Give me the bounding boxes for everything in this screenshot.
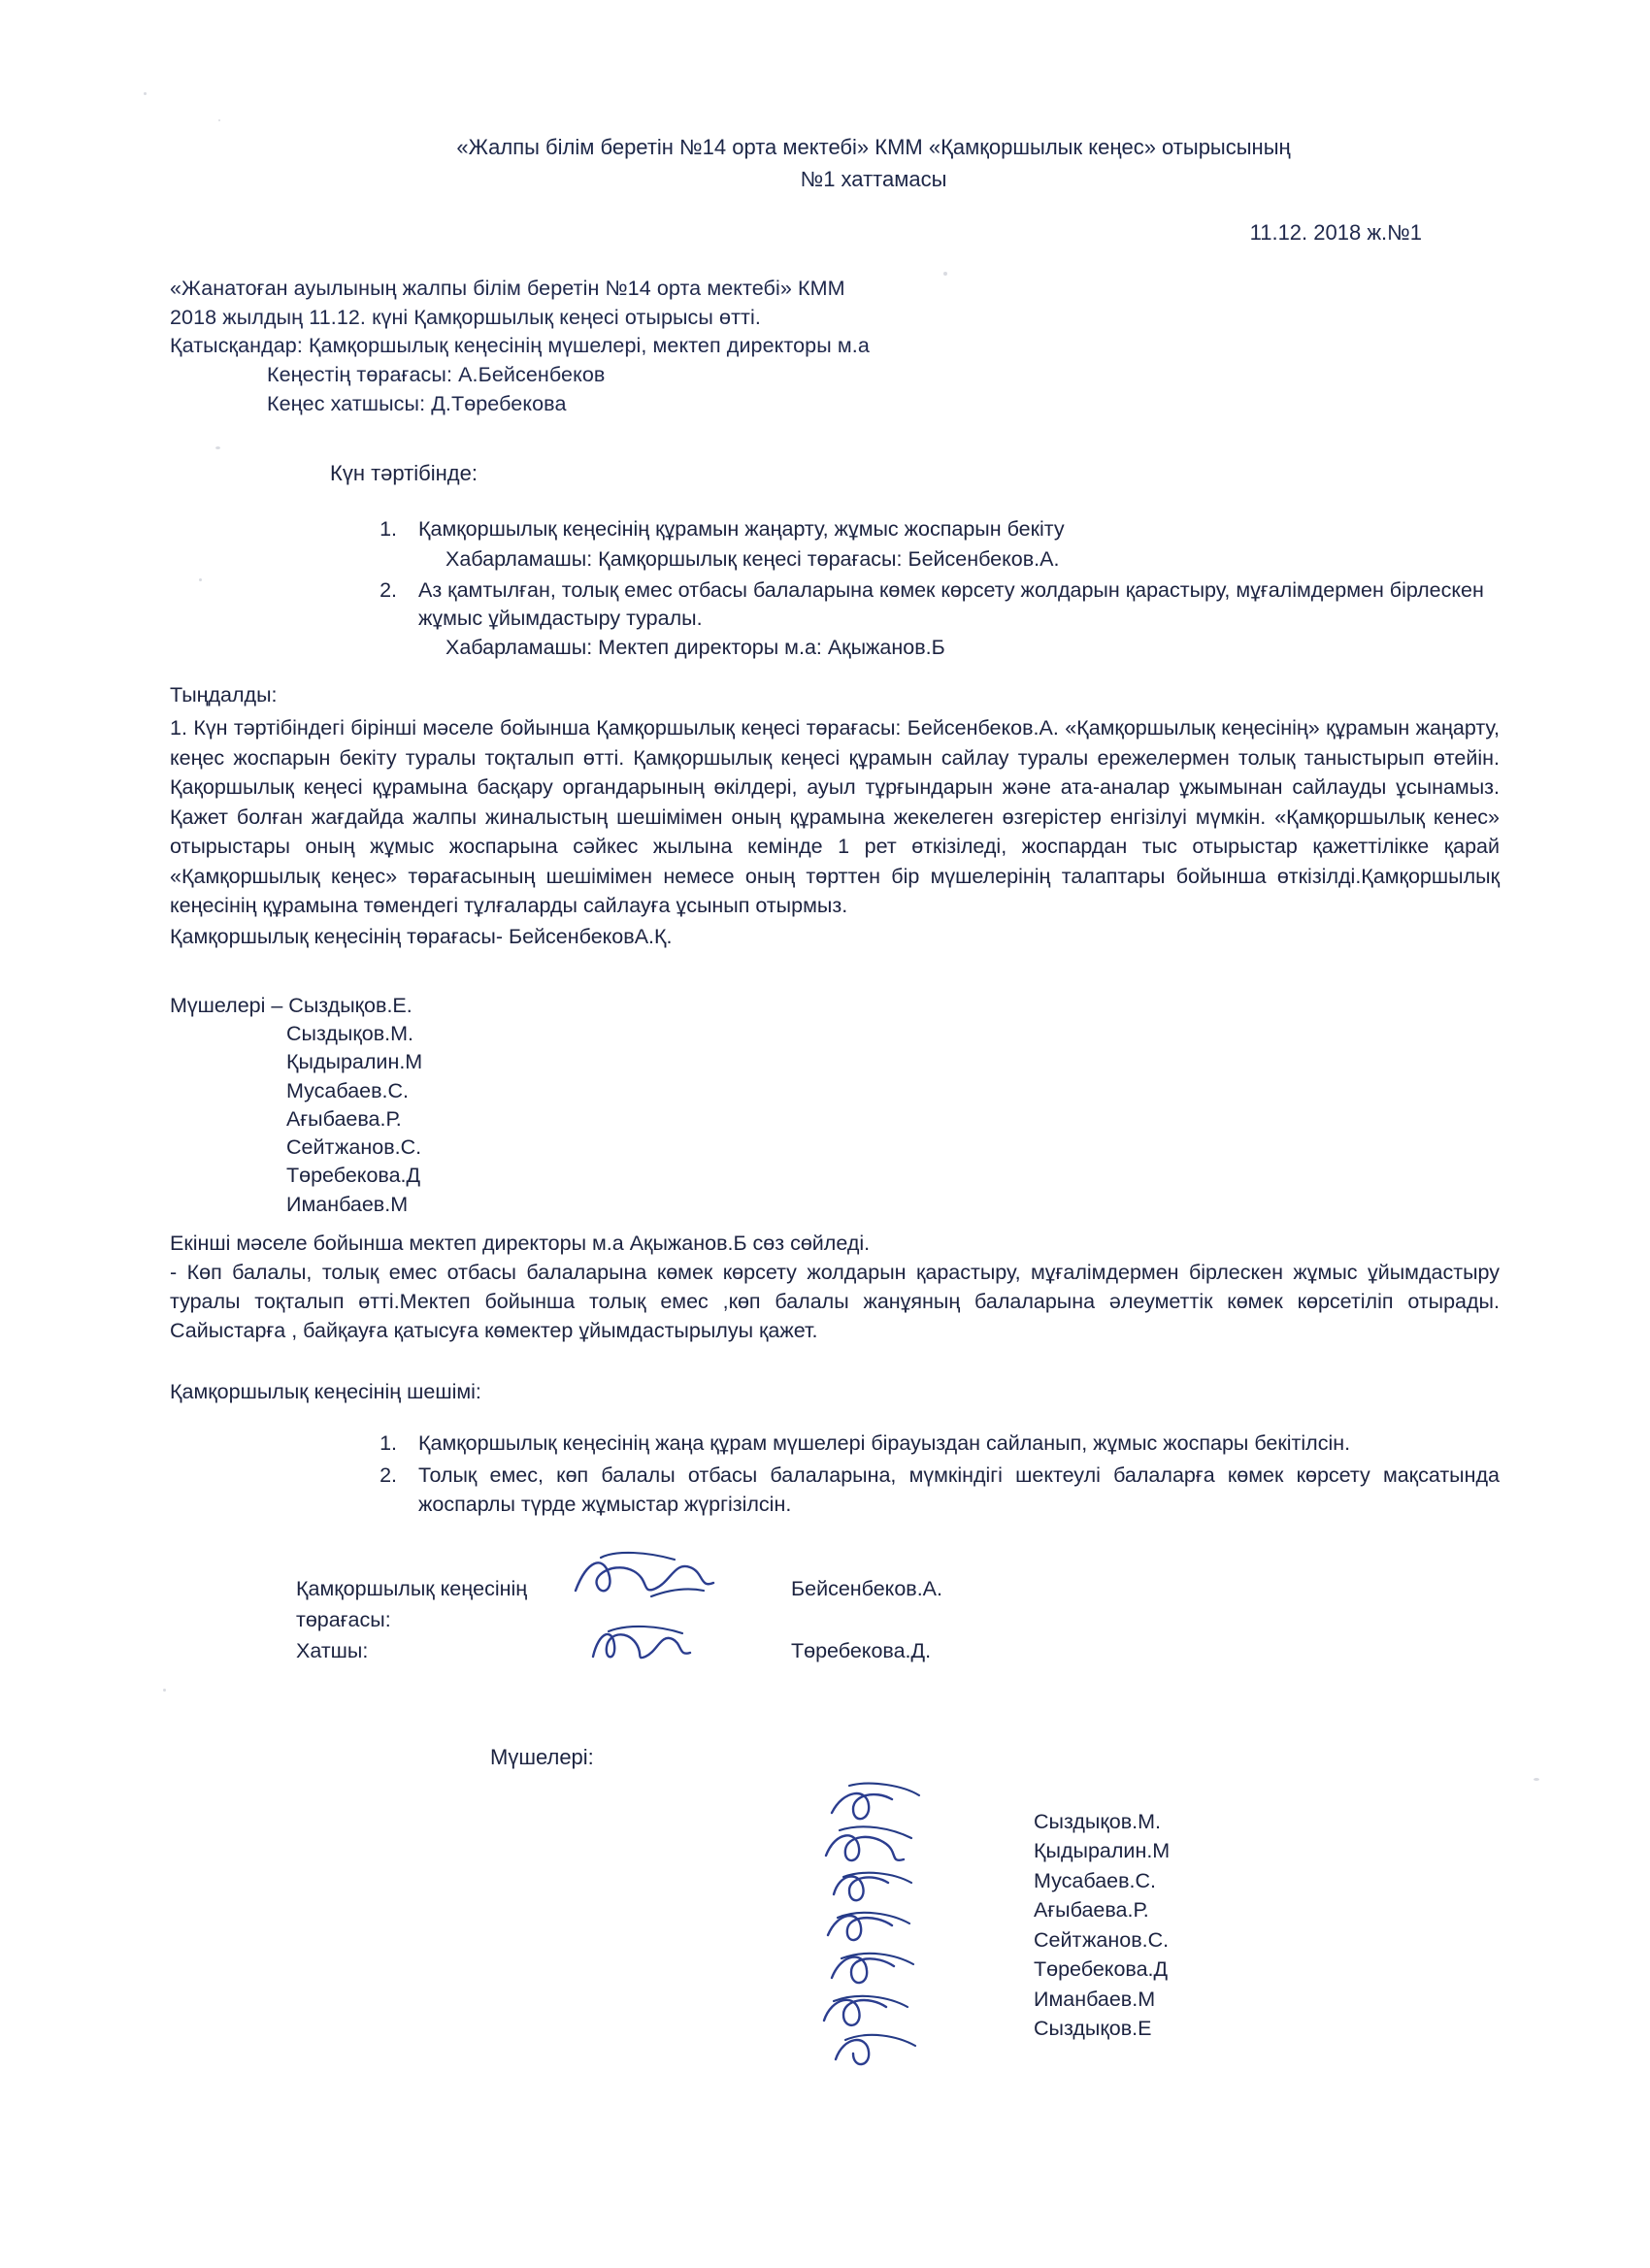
member-name: Иманбаев.М [286, 1192, 409, 1216]
agenda-item-speaker: Хабарламашы: Қамқоршылық кеңесі төрағасы: Бейсенбеков.А. [446, 547, 1060, 572]
members-block [170, 992, 1500, 1219]
heard-label: Тыңдалды: [170, 683, 278, 707]
document-title [286, 131, 1461, 195]
decision-heading: Қамқоршылық кеңесінің шешімі: [170, 1380, 481, 1404]
member-sign-name: Төребекова.Д [1034, 1957, 1169, 1982]
second-issue-line-2: - Көп балалы, толық емес отбасы балаларына көмек көрсету жолдарын қарастыру, мұғалімдермен бірлескен жұмыс ұйымдастыру туралы тоқталып өтті.Мектеп бойынша толық емес ,көп балалы жанұяның балаларына әлеуметтік көмек көрсетіліп отырады. Сайыстарға , байқауға қатысуға көмектер ұйымдастырылуы қажет. [170, 1260, 1500, 1343]
agenda-heading: Күн тәртібінде: [330, 461, 478, 486]
member-name: Төребекова.Д [286, 1164, 421, 1188]
members-signature-heading: Мүшелері: [490, 1744, 594, 1769]
intro-line-5: Кеңес хатшысы: Д.Төребекова [267, 391, 567, 415]
member-sign-name: Сыздықов.М. [1034, 1809, 1162, 1833]
title-line-2: №1 хаттамасы [800, 167, 947, 191]
intro-line-1: «Жанатоған ауылының жалпы білім беретін №14 орта мектебі» КММ [170, 277, 845, 300]
second-issue-line-1: Екінші мәселе бойынша мектеп директоры м.а Ақыжанов.Б сөз сөйледі. [170, 1231, 871, 1255]
agenda-item [403, 515, 1500, 574]
chairman-line: Қамқоршылық кеңесінің төрағасы- БейсенбековА.Қ. [170, 924, 673, 948]
signature-row [170, 1635, 1500, 1666]
agenda-item-text: Аз қамтылған, толық емес отбасы балаларына көмек көрсету жолдарын қарастыру, мұғалімдермен бірлескен жұмыс ұйымдастыру туралы. [418, 577, 1484, 630]
signature-row [170, 1573, 1500, 1636]
paragraph-one: 1. Күн тәртібіндегі бірінші мәселе бойынша Қамқоршылық кеңесі төрағасы: Бейсенбеков.А. «Қамқоршылық кеңесінің» құрамын жаңарту, кеңес жоспарын бекіту туралы тоқталып өтті. Қамқоршылық кеңесі құрамын сайлау туралы ережелермен толық таныстырып өтейін. Қақоршылық кеңесі құрамына басқару органдарының өкілдері, ауыл тұрғындарын және ата-аналар ұжымынан сайлауды ұсынамыз. Қажет болған жағдайда жалпы жиналыстың шешімімен оның құрамына жекелеген өзгерістер енгізілуі мүмкін. «Қамқоршылық кенес» отырыстары оның жұмыс жоспарына сәйкес жылына кемінде 1 рет өткізіледі, жоспардан тыс отырыстар қажеттілікке қарай «Қамқоршылық кеңес» төрағасының шешімімен немесе оның төрттен бір мүшелерінің талаптары бойынша өткізілді.Қамқоршылық кеңесінің құрамына төмендегі тұлғаларды сайлауға ұсынып отырмыз. [170, 716, 1500, 918]
intro-block [170, 275, 1500, 418]
member-name: Сыздықов.М. [286, 1022, 414, 1046]
decision-item: 2. Толық емес, көп балалы отбасы балаларына, мүмкіндігі шектеулі балаларға көмек көрсету мақсатында жоспарлы түрде жұмыстар жүргізілсін. [403, 1462, 1500, 1518]
title-line-1: «Жалпы білім беретін №14 орта мектебі» КММ «Қамқоршылык кеңес» отырысының [456, 135, 1291, 159]
member-name: Қыдыралин.М [286, 1050, 423, 1074]
decision-item: 1. Қамқоршылық кеңесінің жаңа құрам мүшелері бірауыздан сайланып, жұмыс жоспары бекітілсін. [403, 1430, 1500, 1458]
member-name: Мусабаев.С. [286, 1078, 409, 1102]
agenda-item-speaker: Хабарламашы: Мектеп директоры м.а: Ақыжанов.Б [446, 636, 945, 660]
signature-block [170, 1573, 1500, 1667]
second-issue-block [170, 1229, 1500, 1345]
signature-name: Бейсенбеков.А. [791, 1576, 943, 1600]
signature-label: Хатшы: [296, 1639, 369, 1663]
agenda-list [170, 515, 1500, 662]
member-sign-name: Қыдыралин.М [1034, 1839, 1171, 1863]
signature-mark-secretary [616, 1635, 791, 1666]
intro-line-2: 2018 жылдың 11.12. күні Қамқоршылық кеңесі отырысы өтті. [170, 305, 761, 329]
document-date: 11.12. 2018 ж.№1 [1249, 220, 1422, 245]
members-label: Мүшелері – Сыздықов.Е. [170, 993, 412, 1017]
signature-label: Қамқоршылық кеңесінің төрағасы: [296, 1576, 528, 1632]
member-name: Ағыбаева.Р. [286, 1106, 402, 1131]
member-sign-name: Ағыбаева.Р. [1034, 1898, 1149, 1923]
member-name: Сейтжанов.С. [286, 1135, 422, 1160]
agenda-item-text: Қамқоршылық кеңесінің құрамын жаңарту, жұмыс жоспарын бекіту [418, 517, 1065, 542]
intro-line-4: Кеңестің төрағасы: А.Бейсенбеков [267, 362, 606, 386]
decision-list [170, 1430, 1500, 1519]
members-signature-names [170, 1807, 1500, 2044]
document-content [170, 131, 1500, 2044]
member-sign-name: Сыздықов.Е [1034, 2017, 1152, 2041]
member-sign-name: Мусабаев.С. [1034, 1868, 1156, 1892]
agenda-item [403, 576, 1500, 662]
intro-line-3: Қатысқандар: Қамқоршылық кеңесінің мүшелері, мектеп директоры м.а [170, 334, 870, 358]
signature-name: Төребекова.Д. [791, 1639, 932, 1663]
member-sign-name: Сейтжанов.С. [1034, 1927, 1170, 1952]
member-sign-name: Иманбаев.М [1034, 1987, 1156, 2011]
signature-mark-chairman [616, 1573, 791, 1636]
